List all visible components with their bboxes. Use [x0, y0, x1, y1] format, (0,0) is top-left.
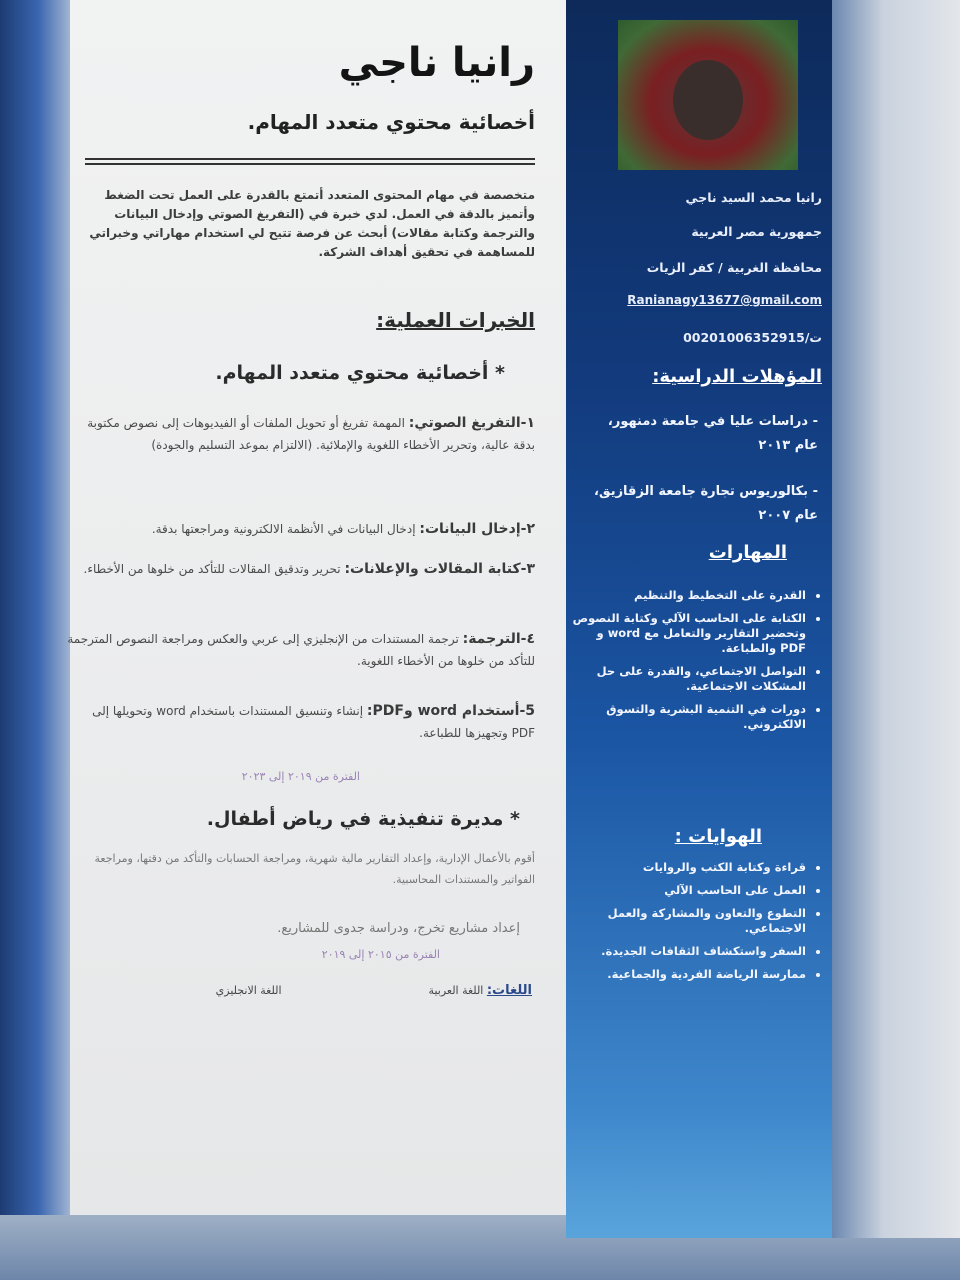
contact-country: جمهورية مصر العربية: [691, 224, 822, 239]
candidate-name: رانيا ناجي: [338, 40, 535, 86]
job-item-lead: ٣-كتابة المقالات والإعلانات:: [344, 561, 535, 577]
job-item-text: تحرير وتدقيق المقالات للتأكد من خلوها من الأخطاء.: [83, 562, 345, 576]
hobby-item: • قراءة وكتابة الكتب والروايات: [570, 860, 806, 875]
job-title: * مديرة تنفيذية في رياض أطفال.: [206, 808, 520, 830]
contact-phone: ت/00201006352915: [683, 330, 822, 345]
job-item-text: إدخال البيانات في الأنظمة الالكترونية ومراجعتها بدقة.: [151, 522, 420, 536]
cv-main-column: [67, 0, 580, 1215]
job-item-text: أقوم بالأعمال الإدارية، وإعداد التقارير مالية شهرية، ومراجعة الحسابات والتأكد من دقتها، ومراجعة الفواتير والمستندات المحاسبية.: [94, 852, 535, 886]
job-item: [65, 848, 535, 890]
contact-full-name: رانيا محمد السيد ناجي: [685, 190, 822, 205]
job-item: [65, 412, 535, 456]
job-period: الفترة من ٢٠١٩ إلى ٢٠٢٣: [241, 770, 360, 783]
education-item: - بكالوريوس تجارة جامعة الزقازيق، عام ٢٠٠٧: [594, 484, 818, 523]
job-title: * أخصائية محتوي متعدد المهام.: [215, 362, 505, 384]
hobby-item: • السفر واستكشاف الثقافات الجديدة.: [570, 944, 806, 959]
contact-email[interactable]: Ranianagy13677@gmail.com: [627, 293, 822, 307]
profile-photo-face: [673, 60, 743, 140]
header-divider: [85, 158, 535, 165]
cv-sidebar: [566, 0, 832, 1238]
profile-summary: متخصصة في مهام المحتوى المتعدد أتمتع بالقدرة على العمل تحت الضغط وأتميز بالدقة في العمل. لدي خبرة في (التفريغ الصوتي وإدخال البيانات والترجمة وكتابة مقالات) أبحث عن فرصة تتيح لي استخدام مهاراتي وخبراتي للمساهمة في تحقيق أهداف الشركة.: [89, 188, 535, 259]
hobby-item: • التطوع والتعاون والمشاركة والعمل الاجتماعي.: [570, 906, 806, 936]
contact-city: محافظة الغربية / كفر الزيات: [646, 260, 822, 275]
language-item: اللغة الانجليزي: [215, 984, 282, 997]
hobbies-list: [570, 860, 824, 990]
education-item: - دراسات عليا في جامعة دمنهور، عام ٢٠١٣: [607, 414, 818, 453]
skill-item: • الكتابة على الحاسب الآلي وكتابة النصوص وتحضير التقارير والتعامل مع word و PDF والطباعة.: [570, 611, 806, 656]
job-item: [65, 628, 535, 672]
job-item-lead: ٢-إدخال البيانات:: [419, 521, 535, 537]
education-heading: المؤهلات الدراسية:: [652, 366, 822, 387]
job-item: [190, 918, 520, 940]
hobby-item: • ممارسة الرياضة الفردية والجماعية.: [570, 967, 806, 982]
experience-heading: الخبرات العملية:: [376, 308, 535, 332]
job-item-text: إنشاء وتنسيق المستندات باستخدام word وتحويلها إلى PDF وتجهيزها للطباعة.: [92, 704, 535, 740]
hobby-item: • العمل على الحاسب الآلي: [570, 883, 806, 898]
languages-label: اللغات:: [486, 983, 532, 998]
language-item: اللغة العربية: [428, 984, 484, 997]
job-item-lead: ٤-الترجمة:: [462, 631, 535, 647]
skill-item: • التواصل الاجتماعي، والقدرة على حل المشكلات الاجتماعية.: [570, 664, 806, 694]
languages-row: [132, 983, 532, 998]
candidate-title: أخصائية محتوي متعدد المهام.: [247, 110, 535, 134]
profile-photo: [618, 20, 798, 170]
job-item: [65, 700, 535, 744]
hobbies-heading: الهوايات :: [674, 826, 762, 847]
skill-item: • القدرة على التخطيط والتنظيم: [570, 588, 806, 603]
monitor-right-edge: [832, 0, 960, 1238]
job-item-lead: 5-أستخدام word وPDF:: [366, 703, 535, 719]
job-item-text: المهمة تفريغ أو تحويل الملفات أو الفيديوهات إلى نصوص مكتوبة بدقة عالية، وتحرير الأخطاء اللغوية والإملائية. (الالتزام بموعد التسليم والجودة): [87, 416, 535, 452]
skill-item: • دورات في التنمية البشرية والتسوق الالكتروني.: [570, 702, 806, 732]
job-period: الفترة من ٢٠١٥ إلى ٢٠١٩: [321, 948, 440, 961]
job-item: [65, 518, 535, 540]
job-item-text: إعداد مشاريع تخرج، ودراسة جدوى للمشاريع.: [277, 921, 520, 936]
job-item: [65, 558, 535, 580]
job-item-text: ترجمة المستندات من الإنجليزي إلى عربي والعكس ومراجعة النصوص المترجمة للتأكد من خلوها من الأخطاء اللغوية.: [67, 632, 535, 668]
job-item-lead: ١-التفريغ الصوتي:: [408, 415, 535, 431]
skills-heading: المهارات: [708, 542, 787, 563]
skills-list: [570, 588, 824, 740]
